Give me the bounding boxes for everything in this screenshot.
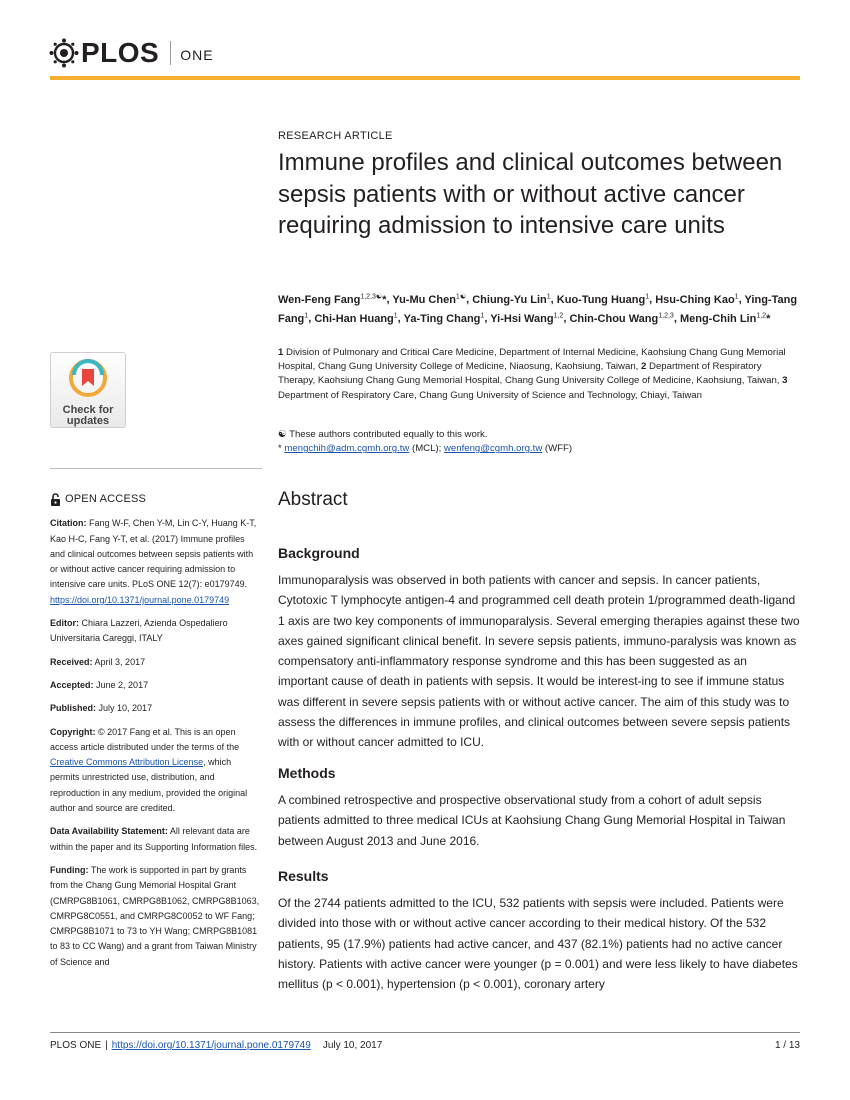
- abstract-heading: Abstract: [278, 489, 348, 510]
- article-metadata-sidebar: [50, 492, 260, 978]
- author-affiliation-marker: 1: [734, 293, 739, 300]
- author-name: Chin-Chou Wang: [569, 312, 659, 325]
- author-affiliation-marker: 1: [480, 312, 485, 320]
- author-name: Kuo-Tung Huang: [556, 293, 646, 306]
- background-heading: Background: [278, 545, 360, 561]
- background-text: Immunoparalysis was observed in both patients with cancer and sepsis. In cancer patients, Cytotoxic T lymphocyte antigen-4 and programmed cell death protein 1/programmed death-ligand 1 axis are two key components of immunoparalysis. Several emerging therapies against these two axes gained significant clinical benefit. In severe sepsis patients, immuno-paralysis was known as compensatory anti-inflammatory response syndrome and this has been suggested as an important cause of death in patients with sepsis. It would be interest-ing to see if immune status was different in severe sepsis patients with or without active cancer. The aim of this study was to assess the differences in immune profiles, and clinical outcomes between severe sepsis patients with or without cancer admitted to ICU.: [278, 573, 800, 750]
- author-affiliation-marker: 1☯: [455, 293, 467, 300]
- copyright-label: Copyright:: [50, 726, 96, 737]
- author-affiliation-marker: 1,2,3☯: [360, 293, 383, 300]
- editor-text: Chiara Lazzeri, Azienda Ospedaliero Universitaria Careggi, ITALY: [50, 618, 228, 644]
- open-lock-icon: [50, 493, 61, 506]
- author-name: Ying-Tang Fang: [278, 293, 798, 325]
- author-name: Chi-Han Huang: [314, 312, 394, 325]
- published-label: Published:: [50, 703, 97, 714]
- editor-label: Editor:: [50, 618, 79, 629]
- article-type: RESEARCH ARTICLE: [278, 130, 393, 142]
- equal-contribution-note: ☯ These authors contributed equally to this work.: [278, 429, 488, 440]
- data-availability-label: Data Availability Statement:: [50, 826, 168, 837]
- affiliation-text: Division of Pulmonary and Critical Care Medicine, Department of Internal Medicine, Kaohsiung Chang Gung Memorial Hospital, Chang Gung University College of Medicine, Niaosung, Kaohsiung, Taiwan,: [278, 347, 786, 373]
- funding-label: Funding:: [50, 864, 89, 875]
- footer-separator: |: [105, 1040, 108, 1051]
- author-affiliation-marker: 1: [546, 293, 551, 300]
- affiliation-number: 1: [278, 347, 284, 358]
- published-value: July 10, 2017: [98, 703, 153, 714]
- results-heading: Results: [278, 868, 329, 884]
- open-access-label: OPEN ACCESS: [65, 493, 147, 505]
- editor: [50, 616, 260, 647]
- author: [655, 294, 738, 306]
- accepted-value: June 2, 2017: [96, 679, 149, 690]
- email-link-wff[interactable]: wenfeng@cgmh.org.tw: [443, 443, 543, 455]
- footer-journal: PLOS ONE: [50, 1040, 102, 1051]
- citation: [50, 516, 260, 608]
- citation-text: Fang W-F, Chen Y-M, Lin C-Y, Huang K-T, Kao H-C, Fang Y-T, et al. (2017) Immune profiles and clinical outcomes between sepsis patients with or without active cancer requiring admission to intensive care units. PLoS ONE 12(7): e0179749.: [50, 518, 257, 590]
- author: [392, 294, 466, 306]
- methods-heading: Methods: [278, 765, 336, 781]
- received-date: [50, 655, 260, 670]
- published-date: [50, 701, 260, 716]
- author: [680, 313, 770, 325]
- author-name: Yu-Mu Chen: [392, 293, 456, 306]
- affiliation-number: 3: [782, 375, 788, 387]
- copyright-text-pre: © 2017 Fang et al. This is an open access article distributed under the terms of the: [50, 726, 240, 752]
- author: [490, 313, 563, 325]
- article-title: Immune profiles and clinical outcomes between sepsis patients with or without active cancer requiring admission to intensive care units: [278, 149, 783, 239]
- author-name: Meng-Chih Lin: [679, 312, 757, 325]
- affiliation-number: 2: [641, 361, 647, 373]
- citation-doi-link[interactable]: https://doi.org/10.1371/journal.pone.0179749: [50, 594, 230, 605]
- open-access-badge: [50, 492, 260, 507]
- accepted-label: Accepted:: [50, 679, 94, 690]
- affiliations: [278, 346, 800, 403]
- accepted-date: [50, 678, 260, 693]
- author-affiliation-marker: 1: [645, 293, 650, 300]
- corresponding-marker: *: [382, 293, 387, 306]
- footer-date: July 10, 2017: [322, 1040, 383, 1051]
- license-link[interactable]: Creative Commons Attribution License: [50, 757, 204, 768]
- author-affiliation-marker: 1: [393, 312, 398, 320]
- methods-text: A combined retrospective and prospective observational study from a cohort of adult sepsis patients admitted to three medical ICUs at Kaohsiung Chang Gung Memorial Hospital in Taiwan between August 2013 and June 2016.: [278, 793, 786, 848]
- email-tag-mcl: (MCL);: [412, 443, 442, 455]
- author-affiliation-marker: 1,2: [756, 312, 767, 320]
- author-affiliation-marker: 1: [304, 312, 309, 320]
- author: [278, 294, 386, 306]
- journal-brand: PLOS: [81, 37, 160, 68]
- footer-rule: [50, 1032, 800, 1033]
- journal-logo[interactable]: [49, 36, 214, 70]
- header-rule: [50, 76, 800, 80]
- received-label: Received:: [50, 656, 93, 667]
- corresponding-marker: *: [766, 312, 771, 325]
- affiliation-text: Department of Respiratory Care, Chang Gung University of Science and Technology, Chiayi, Taiwan: [278, 389, 702, 401]
- author-name: Wen-Feng Fang: [278, 293, 361, 306]
- author-name: Hsu-Ching Kao: [655, 293, 735, 306]
- author: [569, 313, 673, 325]
- funding: [50, 863, 260, 970]
- author: [314, 313, 397, 325]
- plos-logo-icon: [49, 38, 79, 68]
- check-for-updates-button[interactable]: [50, 352, 126, 428]
- data-availability-text: All relevant data are within the paper and its Supporting Information files.: [50, 826, 258, 852]
- author-notes: [278, 428, 800, 456]
- copyright-text-post: , which permits unrestricted use, distribution, and reproduction in any medium, provided the original author and source are credited.: [50, 757, 248, 814]
- author-name: Ya-Ting Chang: [403, 312, 481, 325]
- corresponding-star: *: [278, 443, 282, 455]
- footer-doi-link[interactable]: https://doi.org/10.1371/journal.pone.0179749: [111, 1040, 311, 1051]
- citation-label: Citation:: [50, 518, 87, 529]
- copyright: [50, 725, 260, 817]
- author: [472, 294, 550, 306]
- crossmark-icon: [69, 359, 107, 397]
- email-link-mcl[interactable]: mengchih@adm.cgmh.org.tw: [284, 443, 410, 455]
- email-tag-wff: (WFF): [544, 443, 573, 455]
- logo-divider: [170, 41, 171, 65]
- funding-text: The work is supported in part by grants from the Chang Gung Memorial Hospital Grant (CMRPG8B1061, CMRPG8B1062, CMRPG8B1063, CMRPG8C0551, and CMRPG8C0052 to WF Fang; CMRPG8B1071 to 73 to YH Wang; CMRPG8B1081 to 83 to CC Wang) and a grant from Taiwan Ministry of Science and: [50, 864, 260, 967]
- author: [557, 294, 649, 306]
- author-affiliation-marker: 1,2: [553, 312, 564, 320]
- page-footer: [50, 1040, 800, 1051]
- page-number: 1 / 13: [774, 1040, 800, 1051]
- author-name: Yi-Hsi Wang: [490, 312, 554, 325]
- sidebar-rule: [50, 468, 262, 469]
- corresponding-authors: [278, 442, 800, 456]
- received-value: April 3, 2017: [94, 656, 146, 667]
- check-for-updates-label: Check for updates: [62, 404, 114, 427]
- affiliation-text: Department of Respiratory Therapy, Kaohsiung Chang Gung Memorial Hospital, Chang Gung University College of Medicine, Kaohsiung, Taiwan,: [278, 361, 780, 387]
- results-text: Of the 2744 patients admitted to the ICU, 532 patients with sepsis were included. Patients were divided into those with or without active cancer according to their medical history. Of the 532 patients, 95 (17.9%) patients had active cancer, and 437 (82.1%) patients had no active cancer history. Patients with active cancer were younger (p = 0.001) and were less likely to have diabetes mellitus (p < 0.001), hypertension (p < 0.001), coronary artery: [278, 896, 798, 992]
- author-affiliation-marker: 1,2,3: [658, 312, 674, 320]
- author-list: Wen-Feng Fang$^{1,2,3☯}$*, Yu-Mu Chen$^{1☯}$, Chiung-Yu Lin$^1$, Kuo-Tung Huang$^1$, Hsu-Ching Kao$^1$, Ying-Tang Fang$^1$, Chi-Han Huang$^1$, Ya-Ting Chang$^1$, Yi-Hsi Wang$^{1,2}$, Chin-Chou Wang$^{1,2,3}$, Meng-Chih Lin$^{1,2}$*: [278, 293, 798, 325]
- author: [404, 313, 485, 325]
- journal-name: ONE: [180, 46, 214, 63]
- data-availability: [50, 824, 260, 855]
- author-name: Chiung-Yu Lin: [472, 293, 547, 306]
